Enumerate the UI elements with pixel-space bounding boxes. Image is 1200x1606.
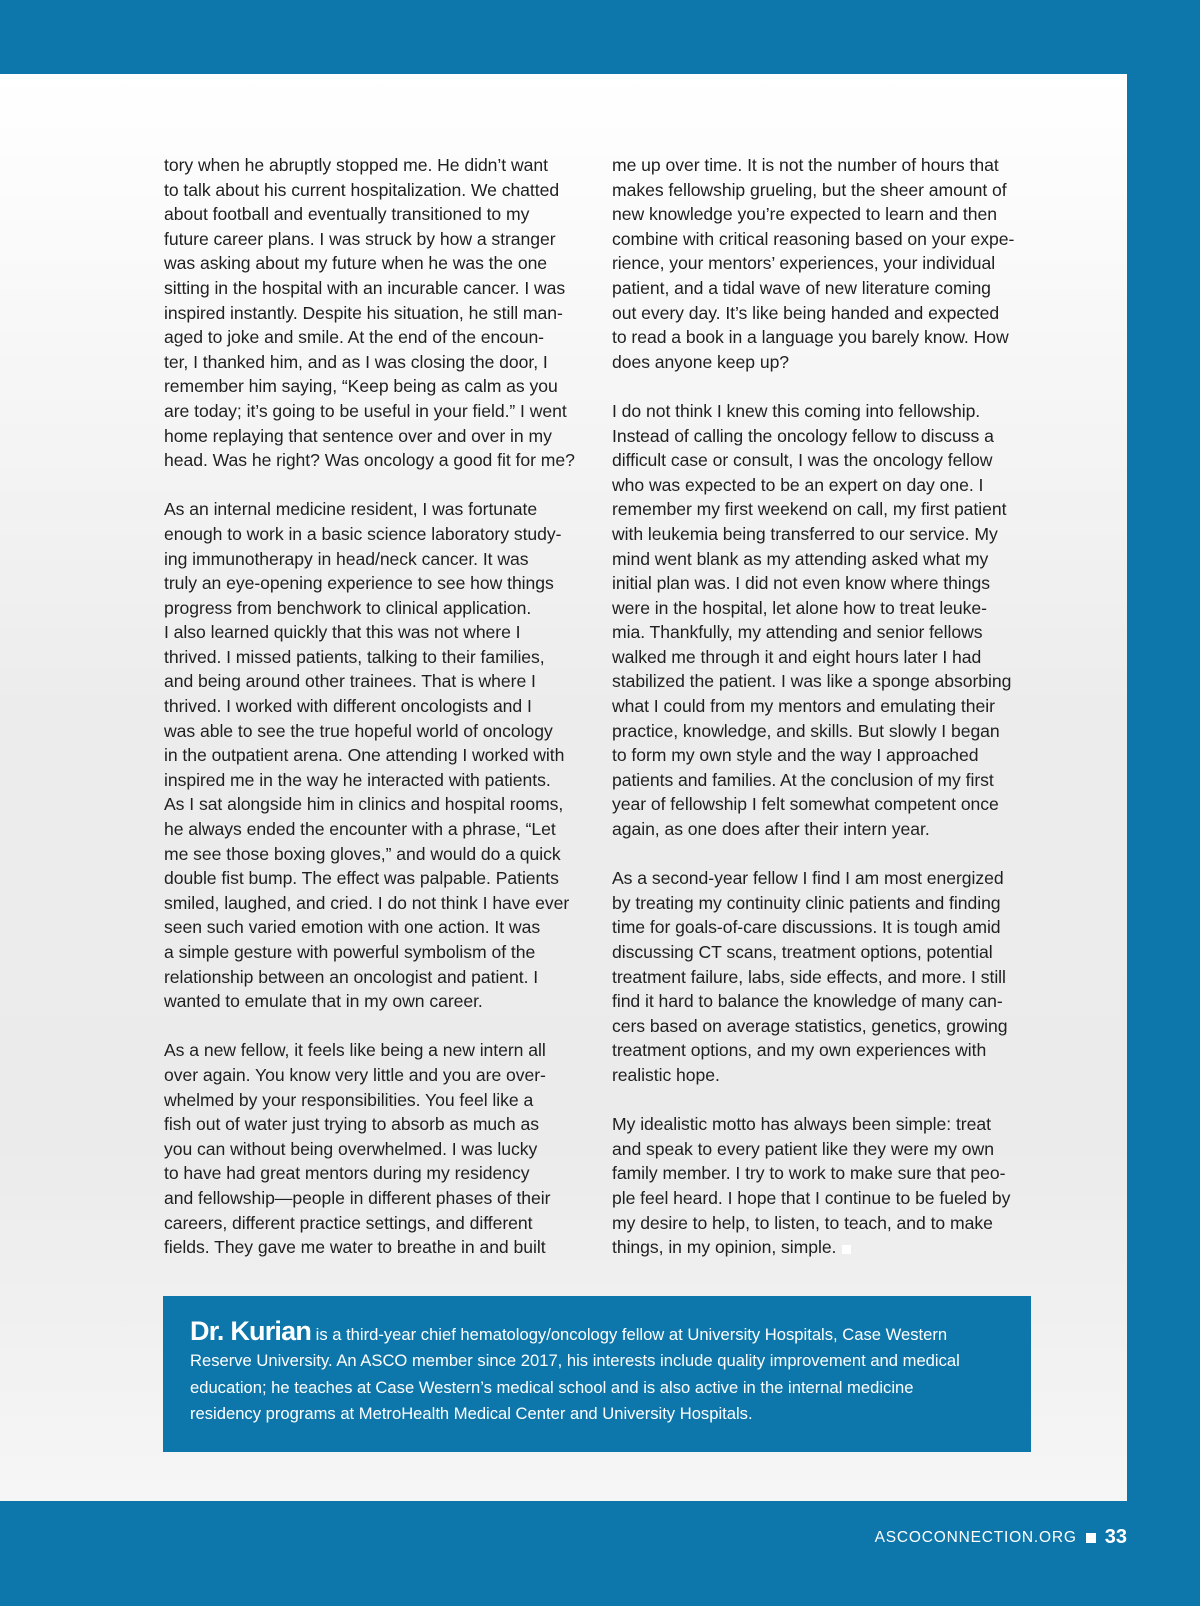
text-line: I also learned quickly that this was not where I [164,622,521,643]
footer-site-link[interactable]: ASCOCONNECTION.ORG [874,1528,1077,1546]
paragraph [164,153,596,473]
text-line: As I sat alongside him in clinics and hospital rooms, [164,794,564,815]
text-line: what I could from my mentors and emulating their [612,696,995,717]
text-line: and speak to every patient like they were my own [612,1138,994,1159]
text-line: treatment failure, labs, side effects, and more. I still [612,966,1006,987]
text-line: find it hard to balance the knowledge of many can- [612,991,1003,1012]
text-line: enough to work in a basic science laboratory study- [164,523,562,544]
text-line: ter, I thanked him, and as I was closing the door, I [164,351,548,372]
text-line: walked me through it and eight hours later I had [612,646,982,667]
text-line: thrived. I missed patients, talking to their families, [164,646,545,667]
text-line: tory when he abruptly stopped me. He didn’t want [164,155,548,175]
text-line: future career plans. I was struck by how a stranger [164,228,556,249]
text-line: to have had great mentors during my residency [164,1163,530,1184]
text-line: fields. They gave me water to breathe in and built [164,1237,546,1258]
text-line: seen such varied emotion with one action. It was [164,917,541,938]
text-line: home replaying that sentence over and over in my [164,425,552,446]
text-line: who was expected to be an expert on day one. I [612,474,984,495]
closing-paragraph [612,1112,1042,1260]
text-line: and fellowship—people in different phases of their [164,1187,551,1208]
text-line: stabilized the patient. I was like a sponge absorbing [612,671,1012,692]
paragraph [612,153,1042,374]
text-line: you can without being overwhelmed. I was lucky [164,1138,538,1159]
text-line: new knowledge you’re expected to learn and then [612,204,997,225]
text-line: As a new fellow, it feels like being a new intern all [164,1040,546,1061]
text-line: rience, your mentors’ experiences, your individual [612,253,996,274]
bio-line: Reserve University. An ASCO member since 2017, his interests include quality improvement and medical [190,1351,960,1371]
text-line: wanted to emulate that in my own career. [164,991,483,1012]
text-line: My idealistic motto has always been simple: treat [612,1114,991,1135]
text-line: head. Was he right? Was oncology a good fit for me? [164,450,575,471]
text-line: by treating my continuity clinic patients and finding [612,892,1001,913]
text-line-wrapper [612,1235,1042,1260]
text-line: in the outpatient arena. One attending I worked with [164,745,565,766]
text-line: mind went blank as my attending asked what my [612,548,989,569]
text-line: about football and eventually transitioned to my [164,204,530,225]
text-line: As an internal medicine resident, I was fortunate [164,499,538,520]
text-line: mia. Thankfully, my attending and senior fellows [612,622,983,643]
text-line: discussing CT scans, treatment options, potential [612,942,993,962]
text-line: me see those boxing gloves,” and would do a quick [164,843,561,864]
text-line: difficult case or consult, I was the oncology fellow [612,450,993,471]
text-line: inspired me in the way he interacted with patients. [164,769,551,790]
paragraph [612,866,1042,1087]
text-line: smiled, laughed, and cried. I do not think I have ever [164,892,570,913]
article-right-column [612,153,1042,1284]
text-line: to talk about his current hospitalization. We chatted [164,179,560,200]
text-line: remember him saying, “Keep being as calm as you [164,376,558,397]
author-bio-box [163,1296,1031,1452]
text-line: double fist bump. The effect was palpable. Patients [164,868,559,889]
page-footer [875,1526,1127,1549]
text-line: aged to joke and smile. At the end of the encoun- [164,327,544,348]
text-line: initial plan was. I did not even know where things [612,573,990,594]
text-line: sitting in the hospital with an incurable cancer. I was [164,277,566,298]
text-line: my desire to help, to listen, to teach, and to make [612,1212,993,1233]
text-line: to form my own style and the way I approached [612,745,979,766]
text-line: remember my first weekend on call, my first patient [612,499,1007,520]
text-line: are today; it’s going to be useful in your field.” I went [164,400,567,421]
paragraph [164,1038,596,1259]
text-line: inspired instantly. Despite his situation, he still man- [164,302,563,323]
text-line: over again. You know very little and you are over- [164,1064,546,1085]
article-left-column [164,153,596,1284]
text-line: were in the hospital, let alone how to treat leuke- [612,597,987,618]
text-line: truly an eye-opening experience to see how things [164,573,554,594]
text-line: realistic hope. [612,1064,720,1085]
text-line: thrived. I worked with different oncologists and I [164,696,532,717]
text-line: out every day. It’s like being handed and expected [612,302,1000,323]
text-line: I do not think I knew this coming into fellowship. [612,400,981,421]
text-line: family member. I try to work to make sure that peo- [612,1163,1006,1184]
text-line: careers, different practice settings, and different [164,1212,533,1233]
text-line: patient, and a tidal wave of new literature coming [612,277,991,298]
text-line: relationship between an oncologist and patient. I [164,966,539,987]
author-name: Dr. Kurian [190,1316,312,1346]
text-line: progress from benchwork to clinical application. [164,597,532,618]
text-line: makes fellowship grueling, but the sheer amount of [612,179,1007,200]
text-line: cers based on average statistics, genetics, growing [612,1015,1008,1036]
text-line: and being around other trainees. That is where I [164,671,536,692]
end-square-icon [842,1245,851,1254]
text-line: treatment options, and my own experiences with [612,1040,987,1061]
paragraph [612,399,1042,842]
text-line: time for goals-of-care discussions. It is tough amid [612,917,1001,938]
text-line: patients and families. At the conclusion of my first [612,769,994,790]
text-line: Instead of calling the oncology fellow to discuss a [612,425,994,446]
text-line: he always ended the encounter with a phrase, “Let [164,819,556,840]
text-line: As a second-year fellow I find I am most energized [612,868,1004,889]
footer-separator-square-icon [1086,1533,1096,1543]
text-line: again, as one does after their intern year. [612,819,930,840]
text-line: was asking about my future when he was the one [164,253,548,274]
page-number: 33 [1104,1526,1127,1548]
paragraph [164,497,596,1013]
text-line: does anyone keep up? [612,351,790,372]
bio-line: residency programs at MetroHealth Medical Center and University Hospitals. [190,1403,753,1423]
text-line: year of fellowship I felt somewhat competent once [612,794,999,815]
text-line: combine with critical reasoning based on your expe- [612,228,1015,249]
text-line: with leukemia being transferred to our service. My [612,523,998,544]
text-line: me up over time. It is not the number of hours that [612,155,999,175]
text-line: ple feel heard. I hope that I continue to be fueled by [612,1187,1011,1208]
text-line: fish out of water just trying to absorb as much as [164,1114,539,1135]
text-line: a simple gesture with powerful symbolism of the [164,942,536,962]
author-bio [190,1318,1020,1427]
text-line: practice, knowledge, and skills. But slowly I began [612,720,1000,741]
text-line: things, in my opinion, simple. [612,1237,837,1258]
text-line: was able to see the true hopeful world of oncology [164,720,553,741]
text-line: ing immunotherapy in head/neck cancer. It was [164,548,529,569]
bio-line [190,1318,1020,1348]
bio-text: is a third-year chief hematology/oncology fellow at University Hospitals, Case Western [311,1325,948,1344]
bio-line: education; he teaches at Case Western’s medical school and is also active in the internal medicine [190,1377,914,1397]
text-line: whelmed by your responsibilities. You feel like a [164,1089,534,1110]
text-line: to read a book in a language you barely know. How [612,327,1009,348]
